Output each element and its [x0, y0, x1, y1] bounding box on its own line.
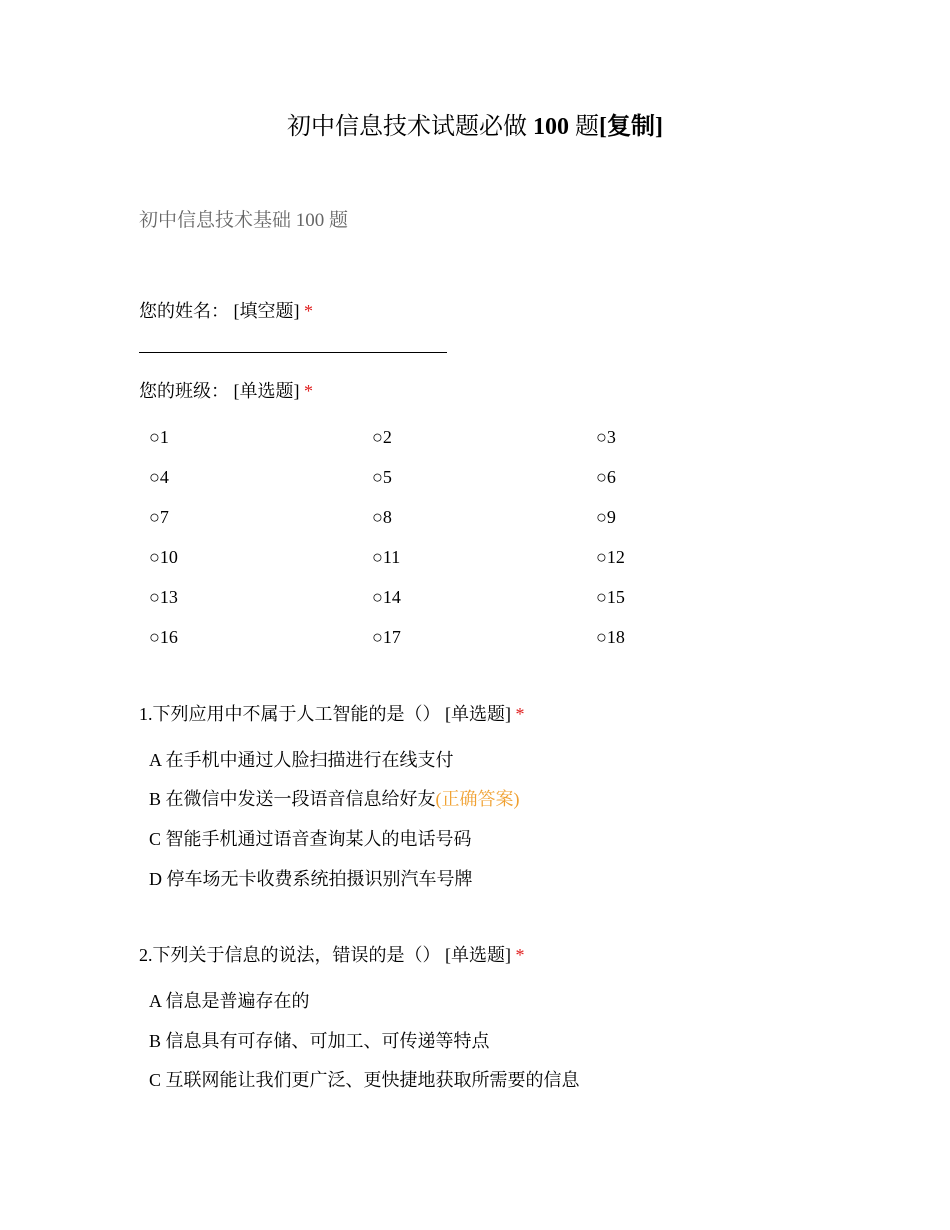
choice-text: B 信息具有可存储、可加工、可传递等特点 — [149, 1031, 490, 1051]
required-mark: * — [515, 704, 525, 724]
choice-text: A 在手机中通过人脸扫描进行在线支付 — [149, 750, 454, 770]
class-option-8[interactable]: ○8 — [372, 507, 392, 527]
name-answer-line[interactable] — [139, 352, 447, 353]
class-option-6[interactable]: ○6 — [596, 467, 616, 487]
correct-answer-tag: (正确答案) — [435, 789, 520, 809]
class-option-2[interactable]: ○2 — [372, 427, 392, 447]
question-2-choice-b[interactable] — [149, 1028, 490, 1054]
class-option-15[interactable]: ○15 — [596, 587, 625, 607]
class-option-10[interactable]: ○10 — [149, 547, 178, 567]
class-option-1[interactable]: ○1 — [149, 427, 169, 447]
class-question — [139, 378, 313, 404]
class-question-label: 您的班级： — [139, 381, 229, 401]
required-mark: * — [515, 945, 525, 965]
page-title — [0, 112, 950, 142]
title-mid: 题 — [575, 114, 599, 140]
class-question-type: [单选题] — [233, 381, 300, 401]
class-option-13[interactable]: ○13 — [149, 587, 178, 607]
question-1-choice-a[interactable] — [149, 747, 454, 773]
question-1-type: [单选题] — [445, 704, 511, 724]
class-option-18[interactable]: ○18 — [596, 627, 625, 647]
question-1 — [139, 701, 525, 727]
class-option-5[interactable]: ○5 — [372, 467, 392, 487]
question-2-type: [单选题] — [445, 945, 511, 965]
question-1-text: 1.下列应用中不属于人工智能的是（） — [139, 704, 441, 724]
class-option-7[interactable]: ○7 — [149, 507, 169, 527]
class-option-9[interactable]: ○9 — [596, 507, 616, 527]
class-option-16[interactable]: ○16 — [149, 627, 178, 647]
title-prefix: 初中信息技术试题必做 — [287, 114, 527, 140]
choice-text: C 互联网能让我们更广泛、更快捷地获取所需要的信息 — [149, 1070, 580, 1090]
survey-subtitle: 初中信息技术基础 100 题 — [139, 210, 349, 231]
required-mark: * — [304, 301, 313, 321]
name-question-label: 您的姓名： — [139, 301, 229, 321]
question-2-choice-c[interactable] — [149, 1067, 580, 1093]
name-question — [139, 298, 313, 324]
class-option-4[interactable]: ○4 — [149, 467, 169, 487]
class-option-3[interactable]: ○3 — [596, 427, 616, 447]
class-option-11[interactable]: ○11 — [372, 547, 401, 567]
class-option-14[interactable]: ○14 — [372, 587, 401, 607]
question-2 — [139, 942, 525, 968]
choice-text: A 信息是普遍存在的 — [149, 991, 310, 1011]
name-question-type: [填空题] — [233, 301, 300, 321]
class-option-12[interactable]: ○12 — [596, 547, 625, 567]
question-1-choice-d[interactable] — [149, 866, 473, 892]
question-1-choice-c[interactable] — [149, 826, 472, 852]
title-suffix: [复制] — [599, 114, 663, 140]
class-option-17[interactable]: ○17 — [372, 627, 401, 647]
title-number: 100 — [533, 114, 569, 140]
required-mark: * — [304, 381, 313, 401]
question-1-choice-b[interactable] — [149, 786, 520, 812]
question-2-text: 2.下列关于信息的说法，错误的是（） — [139, 945, 441, 965]
choice-text: B 在微信中发送一段语音信息给好友 — [149, 789, 436, 809]
choice-text: D 停车场无卡收费系统拍摄识别汽车号牌 — [149, 869, 473, 889]
choice-text: C 智能手机通过语音查询某人的电话号码 — [149, 829, 472, 849]
question-2-choice-a[interactable] — [149, 988, 310, 1014]
